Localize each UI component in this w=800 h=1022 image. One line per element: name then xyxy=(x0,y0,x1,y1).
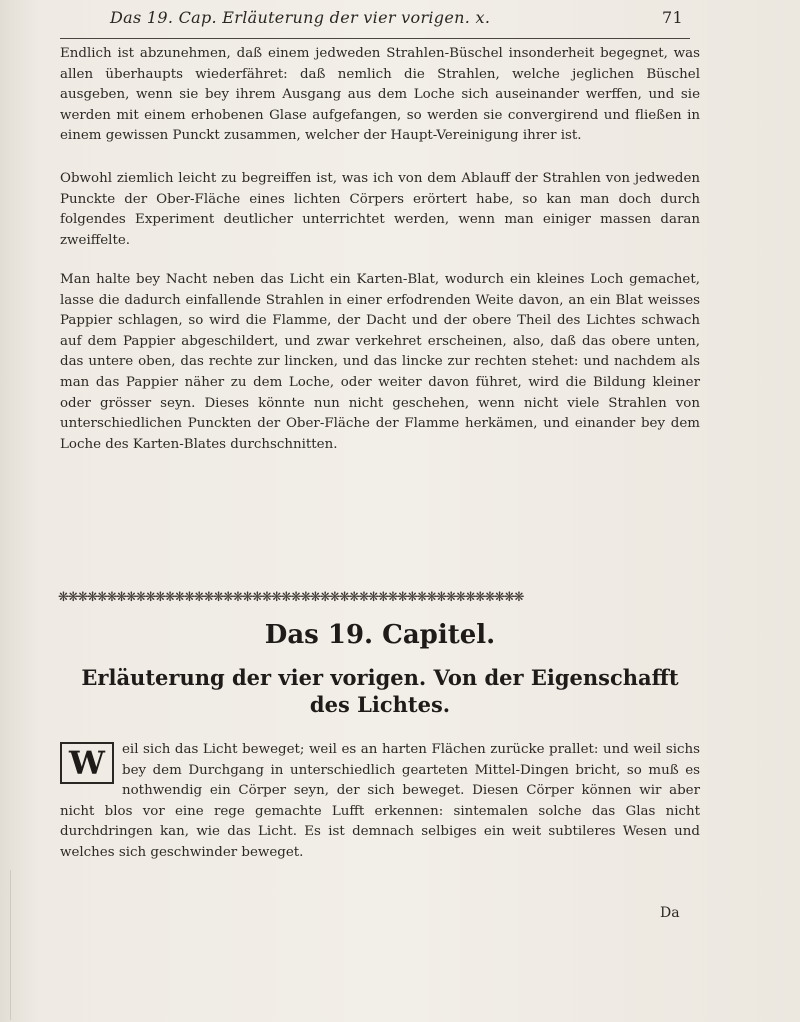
running-title: Das 19. Cap. Erläuterung der vier vorigen. x. xyxy=(110,8,491,27)
chapter-subtitle: Erläuterung der vier vorigen. Von der Eigenschafft des Lichtes. xyxy=(81,665,679,717)
drop-cap-initial: W xyxy=(60,742,114,784)
chapter-paragraph-block xyxy=(60,740,700,864)
ornamental-divider: ❋❋❋❋❋❋❋❋❋❋❋❋❋❋❋❋❋❋❋❋❋❋❋❋❋❋❋❋❋❋❋❋❋❋❋❋❋❋❋❋❋❋❋❋❋❋❋❋ xyxy=(58,590,524,605)
chapter-title: Das 19. Capitel. xyxy=(264,620,496,650)
page-number: 71 xyxy=(662,8,683,27)
catchword: Da xyxy=(660,905,680,921)
paragraph-2: Obwohl ziemlich leicht zu begreiffen ist, was ich von dem Ablauff der Strahlen von jedweden Punckte der Ober-Fläche eines lichten Cörpers erörtert habe, so kan man doch durch folgendes Experiment deutlicher unterrichtet werden, wenn man einiger massen daran zweiffelte. xyxy=(60,171,700,248)
running-header xyxy=(110,8,700,27)
page-edge-mark xyxy=(10,870,11,1020)
header-rule xyxy=(60,38,690,39)
paragraph-1: Endlich ist abzunehmen, daß einem jedweden Strahlen-Büschel insonderheit begegnet, was allen überhaupts wiederfähret: daß nemlich die Strahlen, welche jeglichen Büschel ausgeben, wenn sie bey ihrem Ausgang aus dem Loche sich auseinander werffen, und sie werden mit einem erhobenen Glase aufgefangen, so werden sie convergirend und fließen in einem gewissen Punckt zusammen, welcher der Haupt-Vereinigung ihrer ist. xyxy=(60,46,700,144)
chapter-paragraph: eil sich das Licht beweget; weil es an harten Flächen zurücke prallet: und weil sichs bey dem Durchgang in unterschiedlich gearteten Mittel-Dingen bricht, so muß es nothwendig ein Cörper seyn, der sich beweget. Diesen Cörper können wir aber nicht blos vor eine rege gemachte Lufft erkennen: sintemalen solche das Glas nicht durchdringen kan, wie das Licht. Es ist demnach selbiges ein weit subtileres Wesen und welches sich geschwinder beweget. xyxy=(60,742,700,860)
paragraph-3: Man halte bey Nacht neben das Licht ein Karten-Blat, wodurch ein kleines Loch gemachet, lasse die dadurch einfallende Strahlen in einer erfodrenden Weite davon, an ein Blat weisses Pappier schlagen, so wird die Flamme, der Dacht und der obere Theil des Lichtes schwach auf dem Pappier abgeschildert, und zwar verkehret erscheinen, also, daß das obere unten, das untere oben, das rechte zur lincken, und das lincke zur rechten stehet: und nachdem als man das Pappier näher zu dem Loche, oder weiter davon führet, wird die Bildung kleiner oder grösser seyn. Dieses könnte nun nicht geschehen, wenn nicht viele Strahlen von unterschiedlichen Punckten der Ober-Fläche der Flamme herkämen, und einander bey dem Loche des Karten-Blates durchschnitten. xyxy=(60,272,700,452)
